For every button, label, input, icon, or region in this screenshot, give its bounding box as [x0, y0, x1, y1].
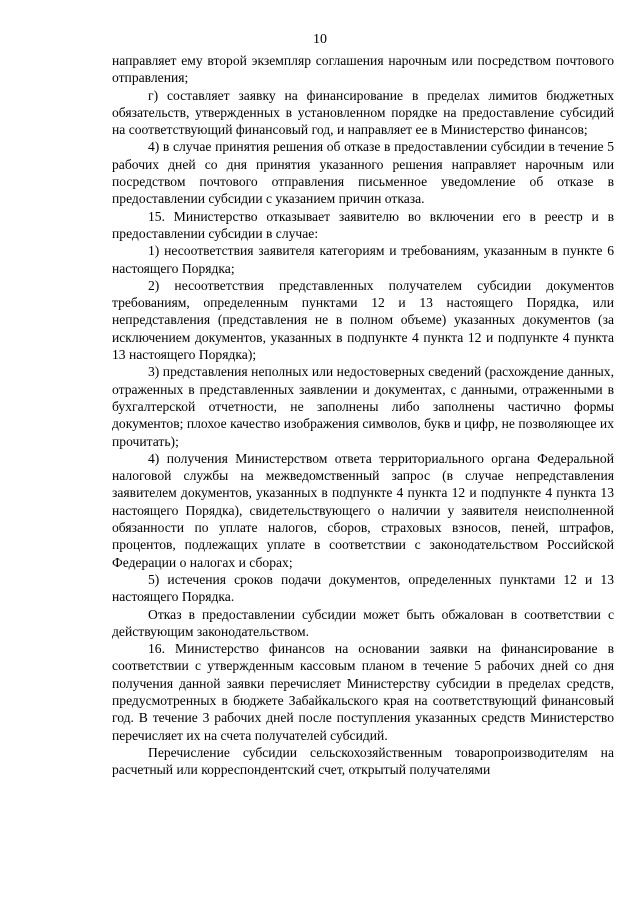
- paragraph-clause-15-item-2: 2) несоответствия представленных получателем субсидии документов требованиям, определенным пунктами 12 и 13 настоящего Порядка, или непредставления (представления не в полном объеме) указанных документов (за исключением документов, указанных в подпункте 4 пункта 12 и подпункте 4 пункта 13 настоящего Порядка);: [112, 277, 614, 363]
- paragraph-clause-15-item-1: 1) несоответствия заявителя категориям и требованиям, указанным в пункте 6 настоящего Порядка;: [112, 243, 614, 276]
- paragraph-clause-15-item-3: 3) представления неполных или недостоверных сведений (расхождение данных, отраженных в представленных заявлении и документах, с данными, отраженными в бухгалтерской отчетности, не заполнены либо заполнены частично формы документов; плохое качество изображения символов, букв и цифр, не позволяющее их прочитать);: [112, 364, 614, 449]
- paragraph-transfer: Перечисление субсидии сельскохозяйственным товаропроизводителям на расчетный или корреспондентский счет, открытый получателями: [112, 744, 614, 778]
- paragraph-clause-15-item-4: 4) получения Министерством ответа территориального органа Федеральной налоговой службы на межведомственный запрос (в случае непредставления заявителем документов, указанных в подпункте 4 пункта 12 и подпункте 4 пункта 13 настоящего Порядка), свидетельствующего о наличии у заявителя неисполненной обязанности по уплате налогов, сборов, страховых взносов, пеней, штрафов, процентов, подлежащих уплате в соответствии с законодательством Российской Федерации о налогах и сборах;: [112, 450, 614, 570]
- paragraph-appeal: Отказ в предоставлении субсидии может быть обжалован в соответствии с действующим законодательством.: [112, 606, 614, 639]
- paragraph-item-4-refusal-notice: 4) в случае принятия решения об отказе в предоставлении субсидии в течение 5 рабочих дней со дня принятия указанного решения направляет нарочным или посредством почтового отправления письменное уведомление об отказе в предоставлении субсидии с указанием причин отказа.: [112, 139, 614, 207]
- paragraph-clause-15: 15. Министерство отказывает заявителю во включении его в реестр и в предоставлении субсидии в случае:: [112, 208, 614, 241]
- paragraph-continuation: направляет ему второй экземпляр соглашения нарочным или посредством почтового отправления;: [112, 53, 614, 86]
- paragraph-item-g: г) составляет заявку на финансирование в пределах лимитов бюджетных обязательств, утвержденных в установленном порядке на предоставление субсидий на соответствующий финансовый год, и направляет ее в Министерство финансов;: [112, 87, 614, 138]
- paragraph-clause-15-item-5: 5) истечения сроков подачи документов, определенных пунктами 12 и 13 настоящего Порядка.: [112, 571, 614, 605]
- document-body: [112, 52, 614, 778]
- page-number: 10: [313, 32, 327, 47]
- paragraph-clause-16: 16. Министерство финансов на основании заявки на финансирование в соответствии с утвержденным кассовым планом в течение 5 рабочих дней со дня получения данной заявки перечисляет Министерству субсидии в пределах средств, предусмотренных в бюджете Забайкальского края на соответствующий финансовый год. В течение 3 рабочих дней после поступления указанных средств Министерство перечисляет их на счета получателей субсидий.: [112, 641, 614, 743]
